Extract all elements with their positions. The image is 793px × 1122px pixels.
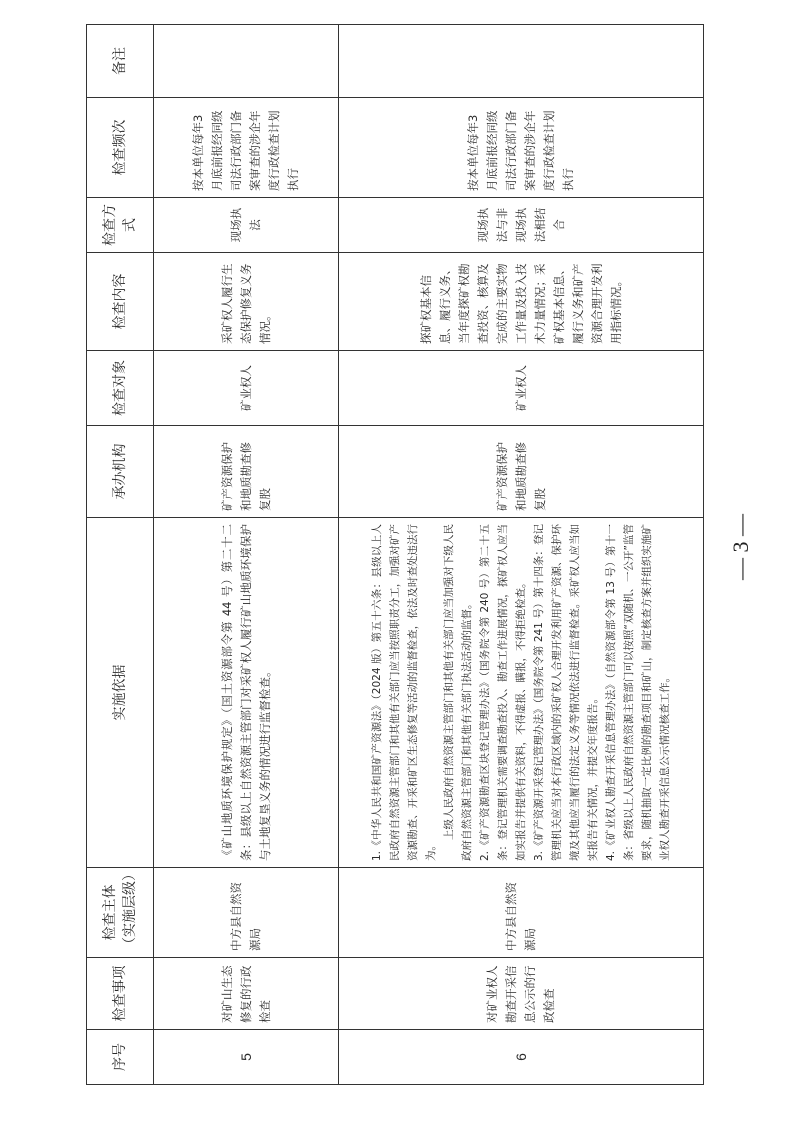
- row-target: 矿业权人: [154, 351, 339, 426]
- header-row: [87, 25, 154, 1085]
- row-content: 探矿权基本信息、履行义务、当年度探矿权勘查投资、核算及完成的主要实物工作量及投入技术力量情况；采矿权基本信息、履行义务和矿产资源合理开发利用指标情况。: [339, 253, 704, 351]
- header-agency: 承办机构: [87, 426, 154, 518]
- rotated-table-wrapper: [86, 25, 703, 1085]
- basis-paragraph: 4.《矿业权人勘查开采信息管理办法》（自然资源部令第 13 号）第十一条：省级以上人民政府自然资源主管部门可以按照“双随机、一公开”监管要求，随机抽取一定比例的勘查项目和矿山，制定核查方案并组织实施矿业权人勘查开采信息公示情况核查工作。: [605, 524, 671, 861]
- header-content: 检查内容: [87, 253, 154, 351]
- row-seq: 5: [154, 1030, 339, 1085]
- header-basis: 实施依据: [87, 518, 154, 868]
- basis-paragraph: 上级人民政府自然资源主管部门和其他有关部门应当加强对下级人民政府自然资源主管部门和其他有关部门执法活动的监督。: [443, 524, 473, 861]
- header-note: 备注: [87, 25, 154, 98]
- row-subject: 中方县自然资源局: [339, 868, 704, 958]
- basis-paragraph: 1.《中华人民共和国矿产资源法》（2024 版）第五十六条：县级以上人民政府自然资源主管部门和其他有关部门应当按照职责分工，加强对矿产资源勘查、开采和矿区生态修复等活动的监督检查，依法及时查处违法行为。: [371, 524, 437, 861]
- row-agency: 矿产资源保护和地质勘查修复股: [154, 426, 339, 518]
- row-item: 对矿业权人勘查开采信息公示的行政检查: [339, 958, 704, 1030]
- row-note: [154, 25, 339, 98]
- basis-paragraph: 3.《矿产资源开采登记管理办法》（国务院令第 241 号）第十四条：登记管理机关应当对本行政区域内的采矿权人合理开发利用矿产资源、保护环境及其他应当履行的法定义务等情况依法进行监督检查。采矿权人应当如实报告有关情况，并提交年度报告。: [533, 524, 599, 861]
- header-seq: 序号: [87, 1030, 154, 1085]
- header-target: 检查对象: [87, 351, 154, 426]
- header-method: 检查方式: [87, 198, 154, 253]
- basis-paragraph: 2.《矿产资源勘查区块登记管理办法》（国务院令第 240 号）第二十五条：登记管理机关需要调查勘查投入、勘查工作进展情况，探矿权人应当如实报告并提供有关资料，不得虚报、瞒报，不得拒绝检查。: [479, 524, 527, 861]
- row-basis: [339, 518, 704, 868]
- row-note: [339, 25, 704, 98]
- row-content: 采矿权人履行生态保护修复义务情况。: [154, 253, 339, 351]
- row-agency: 矿产资源保护和地质勘查修复股: [339, 426, 704, 518]
- inspection-table: [86, 24, 704, 1085]
- page-number: — 3 —: [728, 514, 753, 580]
- header-item: 检查事项: [87, 958, 154, 1030]
- row-subject: 中方县自然资源局: [154, 868, 339, 958]
- row-freq: 按本单位每年3月底前报经同级司法行政部门备案审查的涉企年度行政检查计划执行: [339, 98, 704, 198]
- row-item: 对矿山生态修复的行政检查: [154, 958, 339, 1030]
- row-basis: [154, 518, 339, 868]
- table-row: [154, 25, 339, 1085]
- table-row: [339, 25, 704, 1085]
- row-target: 矿业权人: [339, 351, 704, 426]
- basis-paragraph: 《矿山地质环境保护规定》（国土资源部令第 44 号）第二十二条：县级以上自然资源主管部门对采矿权人履行矿山地质环境保护与土地复垦义务的情况进行监督检查。: [219, 524, 272, 861]
- header-subject: 检查主体（实施层级）: [87, 868, 154, 958]
- row-method: 现场执法: [154, 198, 339, 253]
- row-method: 现场执法与非现场执法相结合: [339, 198, 704, 253]
- header-freq: 检查频次: [87, 98, 154, 198]
- row-seq: 6: [339, 1030, 704, 1085]
- row-freq: 按本单位每年3月底前报经同级司法行政部门备案审查的涉企年度行政检查计划执行: [154, 98, 339, 198]
